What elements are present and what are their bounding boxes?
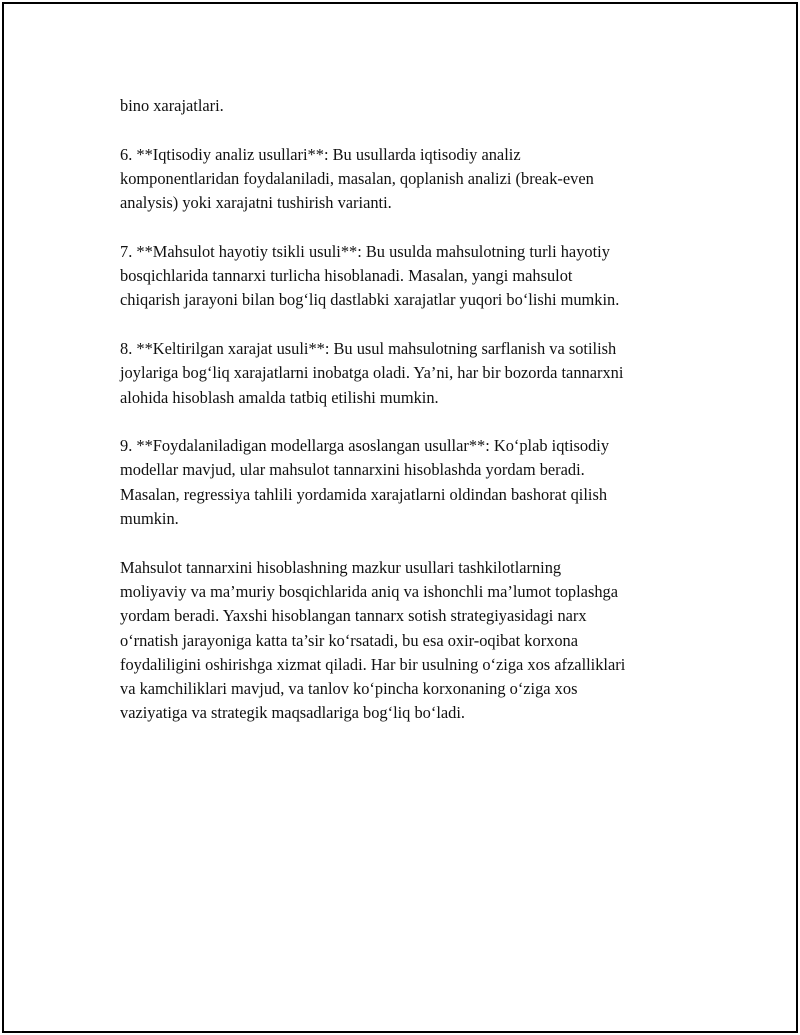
paragraph-item-9 xyxy=(120,434,700,531)
text-line: 6. **Iqtisodiy analiz usullari**: Bu usullarda iqtisodiy analiz xyxy=(120,144,521,164)
text-line: yordam beradi. Yaxshi hisoblangan tannarx sotish strategiyasidagi narx xyxy=(120,606,587,626)
paragraph-item-6 xyxy=(120,143,700,216)
text-line: va kamchiliklari mavjud, va tanlov ko‘pincha korxonaning o‘ziga xos xyxy=(120,679,578,699)
text-line: 9. **Foydalaniladigan modellarga asoslangan usullar**: Ko‘plab iqtisodiy xyxy=(120,436,610,456)
text-line: 7. **Mahsulot hayotiy tsikli usuli**: Bu usulda mahsulotning turli hayotiy xyxy=(120,241,610,261)
paragraph-item-7 xyxy=(120,240,700,313)
paragraph-conclusion xyxy=(120,556,700,726)
text-line: vaziyatiga va strategik maqsadlariga bog‘liq bo‘ladi. xyxy=(120,703,465,723)
text-line: o‘rnatish jarayoniga katta ta’sir ko‘rsatadi, bu esa oxir-oqibat korxona xyxy=(120,630,579,650)
paragraph-continuation xyxy=(120,94,700,118)
text-line: Mahsulot tannarxini hisoblashning mazkur usullari tashkilotlarning xyxy=(120,557,562,577)
text-line: komponentlaridan foydalaniladi, masalan, qoplanish analizi (break-even xyxy=(120,168,594,188)
text-line: alohida hisoblash amalda tatbiq etilishi mumkin. xyxy=(120,387,439,407)
text-line: modellar mavjud, ular mahsulot tannarxini hisoblashda yordam beradi. xyxy=(120,460,585,480)
text-line: 8. **Keltirilgan xarajat usuli**: Bu usul mahsulotning sarflanish va sotilish xyxy=(120,338,617,358)
text-line: mumkin. xyxy=(120,509,179,529)
text-line: chiqarish jarayoni bilan bog‘liq dastlabki xarajatlar yuqori bo‘lishi mumkin. xyxy=(120,290,620,310)
page-border xyxy=(2,2,798,1033)
document-body xyxy=(120,94,700,750)
text-line: foydaliligini oshirishga xizmat qiladi. Har bir usulning o‘ziga xos afzalliklari xyxy=(120,654,626,674)
text-line: analysis) yoki xarajatni tushirish varianti. xyxy=(120,193,392,213)
text-line: bino xarajatlari. xyxy=(120,96,224,115)
text-line: joylariga bog‘liq xarajatlarni inobatga oladi. Ya’ni, har bir bozorda tannarxni xyxy=(120,363,624,383)
paragraph-item-8 xyxy=(120,337,700,410)
text-line: moliyaviy va ma’muriy bosqichlarida aniq va ishonchli ma’lumot toplashga xyxy=(120,581,618,601)
text-line: Masalan, regressiya tahlili yordamida xarajatlarni oldindan bashorat qilish xyxy=(120,484,608,504)
text-line: bosqichlarida tannarxi turlicha hisoblanadi. Masalan, yangi mahsulot xyxy=(120,266,573,286)
